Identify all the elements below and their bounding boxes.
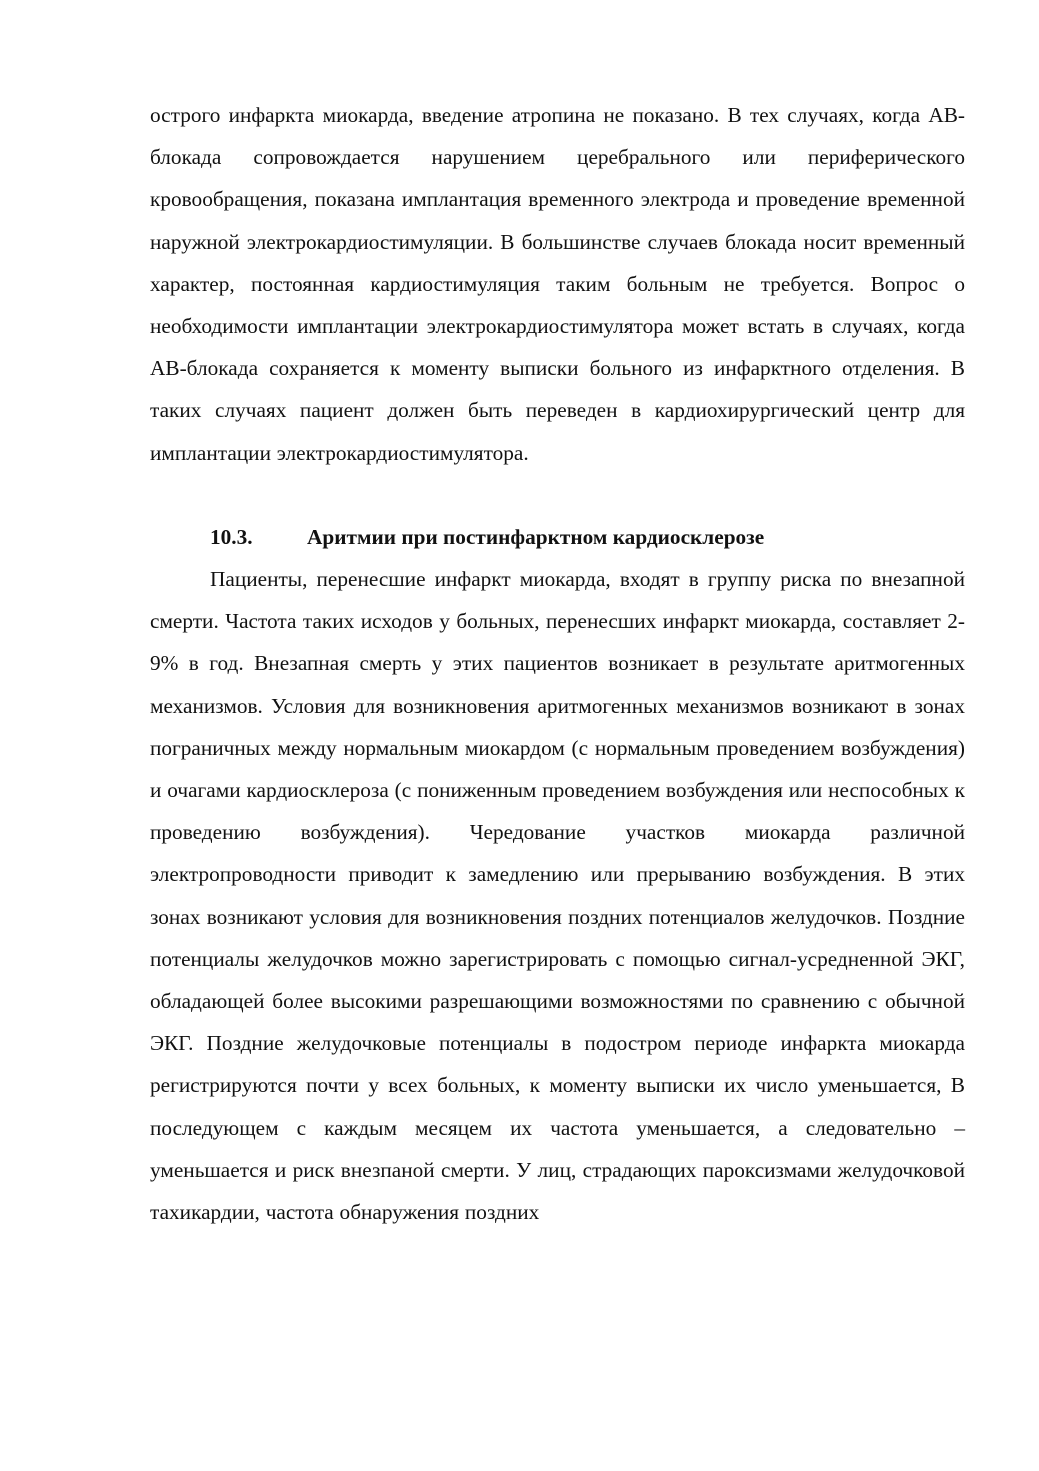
section-title: Аритмии при постинфарктном кардиосклерозе — [307, 524, 765, 549]
page-content — [150, 94, 965, 1233]
paragraph-av-block-treatment: острого инфаркта миокарда, введение атропина не показано. В тех случаях, когда АВ-блокада сопровождается нарушением церебрального или периферического кровообращения, показана имплантация временного электрода и проведение временной наружной электрокардиостимуляции. В большинстве случаев блокада носит временный характер, постоянная кардиостимуляция таким больным не требуется. Вопрос о необходимости имплантации электрокардиостимулятора может встать в случаях, когда АВ-блокада сохраняется к моменту выписки больного из инфарктного отделения. В таких случаях пациент должен быть переведен в кардиохирургический центр для имплантации электрокардиостимулятора. — [150, 103, 965, 465]
section-heading — [150, 516, 965, 558]
section-number: 10.3. — [210, 524, 253, 549]
paragraph-postinfarction-arrhythmias: Пациенты, перенесшие инфаркт миокарда, входят в группу риска по внезапной смерти. Частота таких исходов у больных, перенесших инфаркт миокарда, составляет 2-9% в год. Внезапная смерть у этих пациентов возникает в результате аритмогенных механизмов. Условия для возникновения аритмогенных механизмов возникают в зонах пограничных между нормальным миокардом (с нормальным проведением возбуждения) и очагами кардиосклероза (с пониженным проведением возбуждения или неспособных к проведению возбуждения). Чередование участков миокарда различной электропроводности приводит к замедлению или прерыванию возбуждения. В этих зонах возникают условия для возникновения поздних потенциалов желудочков. Поздние потенциалы желудочков можно зарегистрировать с помощью сигнал-усредненной ЭКГ, обладающей более высокими разрешающими возможностями по сравнению с обычной ЭКГ. Поздние желудочковые потенциалы в подостром периоде инфаркта миокарда регистрируются почти у всех больных, к моменту выписки их число уменьшается, В последующем с каждым месяцем их частота уменьшается, а следовательно – уменьшается и риск внезпаной смерти. У лиц, страдающих пароксизмами желудочковой тахикардии, частота обнаружения поздних — [150, 567, 965, 1225]
